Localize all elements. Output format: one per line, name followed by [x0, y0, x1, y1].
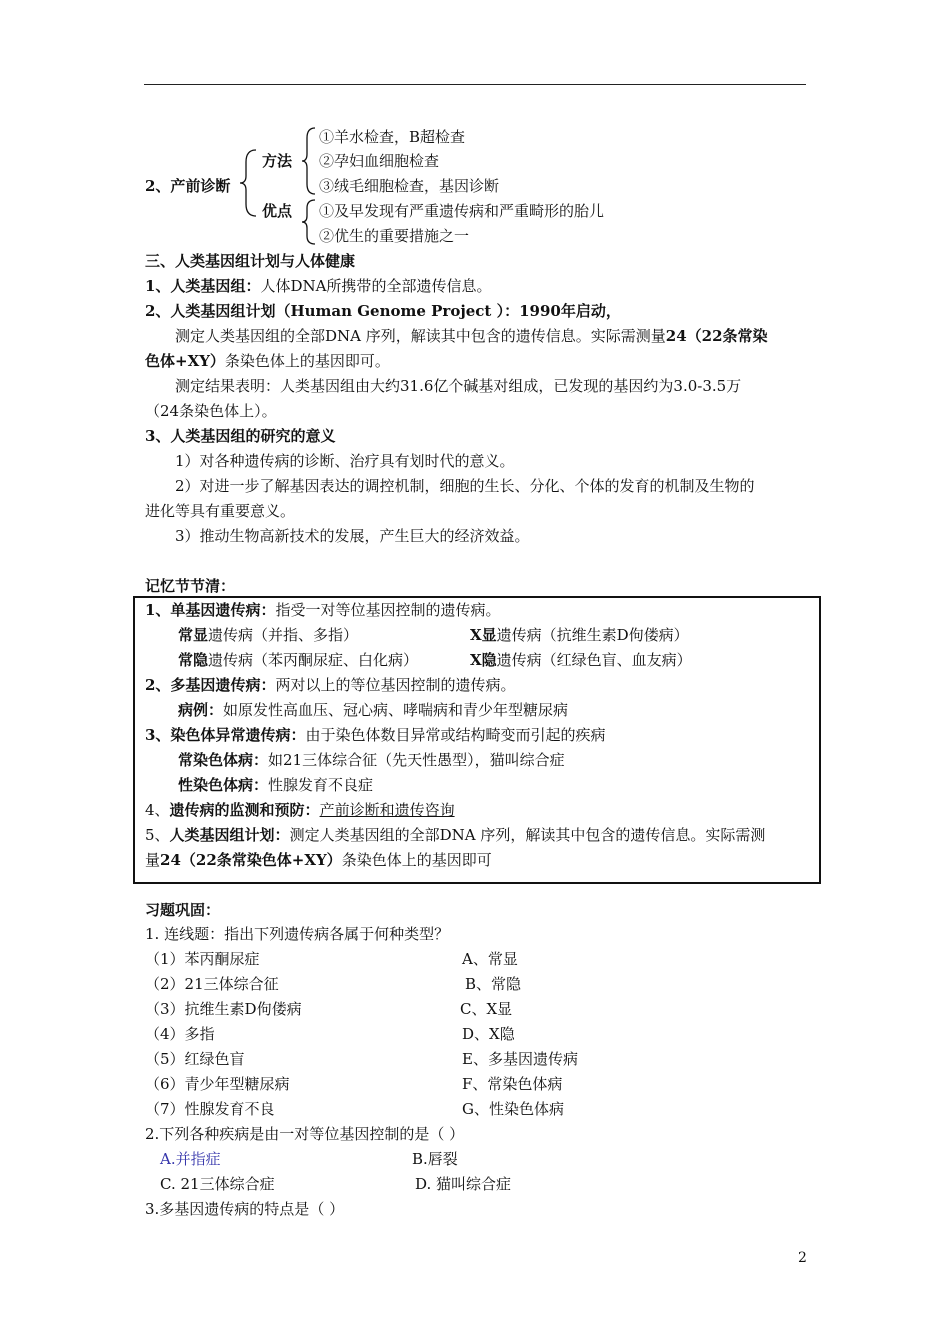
- memory-line-4: 2、多基因遗传病：两对以上的等位基因控制的遗传病。: [145, 676, 516, 694]
- question-2: 2.下列各种疾病是由一对等位基因控制的是（ ）: [145, 1125, 465, 1143]
- match-left-2: （2）21三体综合征: [145, 975, 279, 993]
- method-3: ③绒毛细胞检查，基因诊断: [319, 177, 500, 195]
- match-right-e: E、多基因遗传病: [462, 1050, 578, 1068]
- memory-line-7: 常染色体病：如21三体综合征（先天性愚型），猫叫综合症: [178, 751, 565, 769]
- match-right-g: G、性染色体病: [462, 1100, 564, 1118]
- method-2: ②孕妇血细胞检查: [319, 152, 440, 170]
- outer-brace: [238, 148, 260, 218]
- question-3: 3.多基因遗传病的特点是（ ）: [145, 1200, 345, 1218]
- memory-line-2a: 常显遗传病（并指、多指）: [178, 626, 359, 644]
- memory-line-9: 4、遗传病的监测和预防：产前诊断和遗传咨询: [145, 801, 455, 819]
- match-left-6: （6）青少年型糖尿病: [145, 1075, 290, 1093]
- section3-p3-label: 3、人类基因组的研究的意义: [145, 427, 336, 445]
- match-left-1: （1）苯丙酮尿症: [145, 950, 260, 968]
- memory-line-3a: 常隐遗传病（苯丙酮尿症、白化病）: [178, 651, 419, 669]
- match-right-d: D、X隐: [462, 1025, 515, 1043]
- memory-line-5: 病例：如原发性高血压、冠心病、哮喘病和青少年型糖尿病: [178, 701, 569, 719]
- section3-p2-label: 2、人类基因组计划（Human Genome Project ）：1990年启动，: [145, 302, 621, 320]
- section3-p2-line4: （24条染色体上）。: [145, 402, 277, 420]
- memory-line-6: 3、染色体异常遗传病：由于染色体数目异常或结构畸变而引起的疾病: [145, 726, 606, 744]
- exercise-heading: 习题巩固：: [145, 901, 221, 919]
- q2-option-a: A.并指症: [160, 1150, 221, 1168]
- match-left-5: （5）红绿色盲: [145, 1050, 245, 1068]
- q2-option-c: C. 21三体综合症: [160, 1175, 275, 1193]
- match-left-7: （7）性腺发育不良: [145, 1100, 275, 1118]
- memory-heading: 记忆节节清：: [145, 577, 236, 595]
- match-left-4: （4）多指: [145, 1025, 215, 1043]
- advantage-1: ①及早发现有严重遗传病和严重畸形的胎儿: [319, 202, 605, 220]
- method-brace: [300, 126, 318, 196]
- section3-p1: 1、人类基因组：人体DNA所携带的全部遗传信息。: [145, 277, 492, 295]
- section3-p3-1: 1）对各种遗传病的诊断、治疗具有划时代的意义。: [175, 452, 515, 470]
- advantage-brace: [300, 198, 318, 246]
- match-right-c: C、X显: [460, 1000, 513, 1018]
- q2-option-d: D. 猫叫综合症: [415, 1175, 512, 1193]
- section3-p3-2b: 进化等具有重要意义。: [145, 502, 296, 520]
- memory-line-11: 量24（22条常染色体+XY）条染色体上的基因即可: [145, 851, 492, 869]
- advantage-2: ②优生的重要措施之一: [319, 227, 470, 245]
- method-1: ①羊水检查，B超检查: [319, 128, 466, 146]
- match-right-a: A、常显: [462, 950, 518, 968]
- page-number: 2: [798, 1250, 807, 1266]
- section3-p3-2a: 2）对进一步了解基因表达的调控机制，细胞的生长、分化、个体的发育的机制及生物的: [175, 477, 755, 495]
- match-right-f: F、常染色体病: [462, 1075, 563, 1093]
- section3-p2-line3: 测定结果表明：人类基因组由大约31.6亿个碱基对组成，已发现的基因约为3.0-3.5万: [175, 377, 742, 395]
- memory-line-1: 1、单基因遗传病：指受一对等位基因控制的遗传病。: [145, 601, 501, 619]
- section3-heading: 三、人类基因组计划与人体健康: [145, 252, 356, 270]
- memory-line-10: 5、人类基因组计划：测定人类基因组的全部DNA 序列，解读其中包含的遗传信息。实际需测: [145, 826, 766, 844]
- question-1: 1. 连线题：指出下列遗传病各属于何种类型？: [145, 925, 450, 943]
- memory-line-3b: X隐遗传病（红绿色盲、血友病）: [470, 651, 692, 669]
- advantage-label: 优点: [262, 202, 293, 220]
- method-label: 方法: [262, 152, 293, 170]
- section3-p2-line1: 测定人类基因组的全部DNA 序列，解读其中包含的遗传信息。实际需测量24（22条常染: [175, 327, 768, 345]
- memory-line-2b: X显遗传病（抗维生素D佝偻病）: [470, 626, 689, 644]
- match-right-b: B、常隐: [465, 975, 522, 993]
- section3-p3-3: 3）推动生物高新技术的发展，产生巨大的经济效益。: [175, 527, 530, 545]
- prenatal-title: 2、产前诊断: [145, 177, 231, 195]
- top-rule: [144, 84, 806, 85]
- memory-line-8: 性染色体病：性腺发育不良症: [178, 776, 374, 794]
- q2-option-b: B.唇裂: [412, 1150, 458, 1168]
- section3-p2-line2: 色体+XY）条染色体上的基因即可。: [145, 352, 390, 370]
- match-left-3: （3）抗维生素D佝偻病: [145, 1000, 302, 1018]
